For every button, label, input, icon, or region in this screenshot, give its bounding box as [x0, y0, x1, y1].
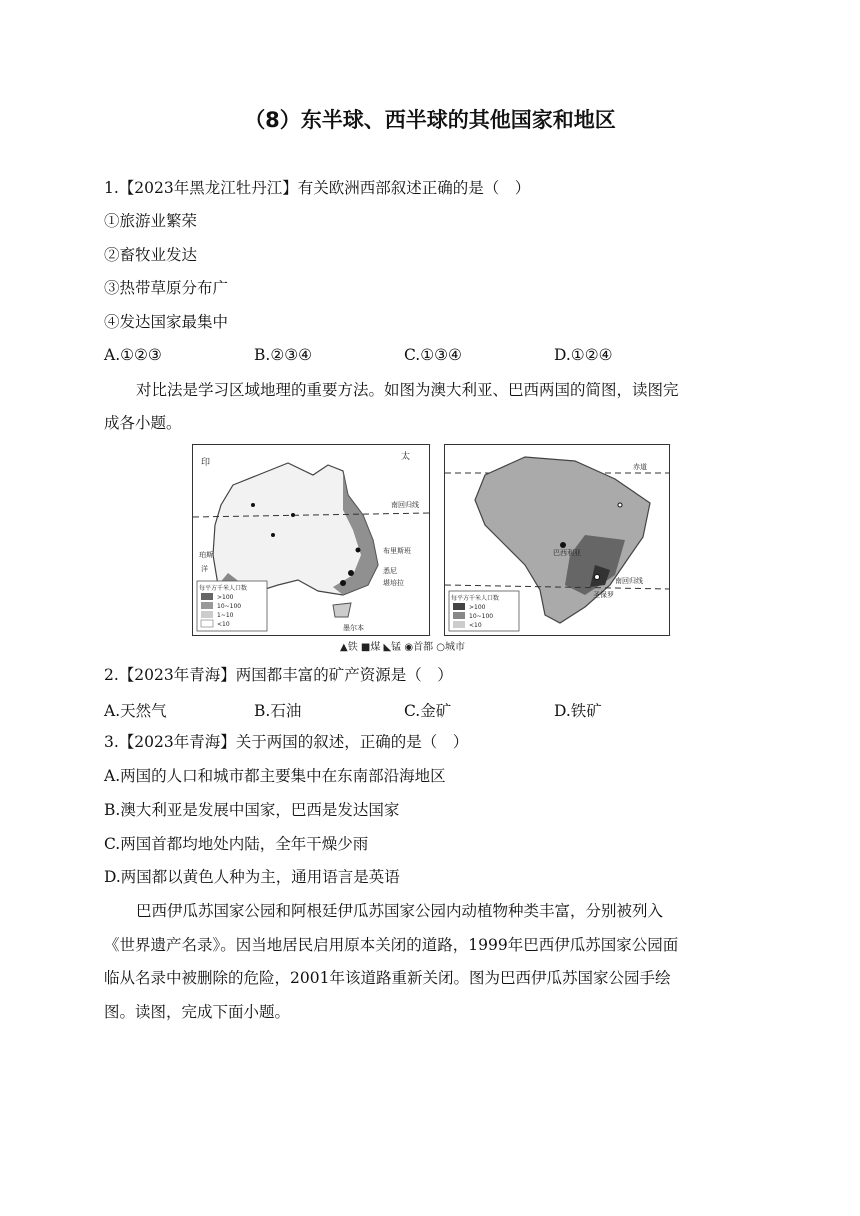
australia-legend-item-1: >100 — [217, 594, 234, 601]
question-3-option-c: C.两国首都均地处内陆，全年干燥少雨 — [104, 835, 369, 853]
brazil-legend-item-2: 10~100 — [469, 613, 494, 620]
question-3-option-b: B.澳大利亚是发展中国家，巴西是发达国家 — [104, 801, 400, 819]
page-title: （8）东半球、西半球的其他国家和地区 — [244, 108, 616, 132]
question-3-option-a: A.两国的人口和城市都主要集中在东南部沿海地区 — [104, 767, 446, 785]
question-2-option-a: A.天然气 — [104, 702, 167, 720]
australia-label-yang: 洋 — [201, 565, 208, 573]
australia-label-perth: 珀斯 — [199, 551, 213, 559]
australia-label-brisbane: 布里斯班 — [383, 547, 411, 555]
australia-label-tai: 太 — [401, 452, 411, 462]
australia-legend-title: 每平方千米人口数 — [199, 585, 248, 592]
brazil-label-brasilia: 巴西利亚 — [553, 549, 581, 557]
australia-label-canberra: 堪培拉 — [383, 579, 404, 587]
question-1-option-c: C.①③④ — [404, 346, 462, 364]
question-1-option-d: D.①②④ — [554, 346, 613, 364]
question-1-item-1: ①旅游业繁荣 — [104, 212, 198, 230]
question-3-option-d: D.两国都以黄色人种为主，通用语言是英语 — [104, 868, 400, 886]
brazil-legend-item-1: >100 — [469, 604, 486, 611]
australia-label-tropic: 南回归线 — [391, 501, 419, 509]
australia-legend-item-3: 1~10 — [217, 612, 234, 619]
australia-label-melbourne: 墨尔本 — [343, 624, 364, 632]
question-2-stem: 2.【2023年青海】两国都丰富的矿产资源是（ ） — [104, 666, 453, 684]
question-1-option-a: A.①②③ — [104, 346, 162, 364]
question-1-stem: 1.【2023年黑龙江牡丹江】有关欧洲西部叙述正确的是（ ） — [104, 179, 531, 197]
intro-2-line-4: 图。读图，完成下面小题。 — [104, 1003, 291, 1021]
question-2-option-d: D.铁矿 — [554, 702, 602, 720]
australia-label-yin: 印 — [201, 458, 211, 468]
australia-legend-item-4: <10 — [217, 621, 230, 628]
intro-2-line-2: 《世界遗产名录》。因当地居民启用原本关闭的道路，1999年巴西伊瓜苏国家公园面 — [104, 936, 679, 954]
intro-1-line-2: 成各小题。 — [104, 414, 182, 432]
question-1-item-4: ④发达国家最集中 — [104, 313, 229, 331]
question-1-item-2: ②畜牧业发达 — [104, 246, 198, 264]
brazil-legend-item-3: <10 — [469, 622, 482, 629]
figure-bottom-legend: ▲铁 ■煤 ◣锰 ◉首都 ○城市 — [340, 642, 465, 653]
intro-2-line-3: 临从名录中被删除的危险，2001年该道路重新关闭。图为巴西伊瓜苏国家公园手绘 — [104, 969, 671, 987]
australia-legend-item-2: 10~100 — [217, 603, 242, 610]
intro-1-line-1: 对比法是学习区域地理的重要方法。如图为澳大利亚、巴西两国的简图，读图完 — [136, 381, 679, 399]
intro-2-line-1: 巴西伊瓜苏国家公园和阿根廷伊瓜苏国家公园内动植物种类丰富，分别被列入 — [136, 902, 664, 920]
question-1-option-b: B.②③④ — [254, 346, 313, 364]
brazil-map — [444, 444, 670, 636]
question-1-item-3: ③热带草原分布广 — [104, 279, 229, 297]
australia-map — [192, 444, 430, 636]
question-2-option-b: B.石油 — [254, 702, 302, 720]
map-figure — [192, 444, 672, 644]
brazil-label-equator: 赤道 — [633, 463, 647, 471]
question-3-stem: 3.【2023年青海】关于两国的叙述，正确的是（ ） — [104, 733, 469, 751]
brazil-legend-title: 每平方千米人口数 — [451, 595, 500, 602]
question-2-option-c: C.金矿 — [404, 702, 452, 720]
australia-label-sydney: 悉尼 — [383, 567, 397, 575]
brazil-label-tropic: 南回归线 — [615, 577, 643, 585]
brazil-label-sao-paulo: 圣保罗 — [593, 591, 614, 599]
